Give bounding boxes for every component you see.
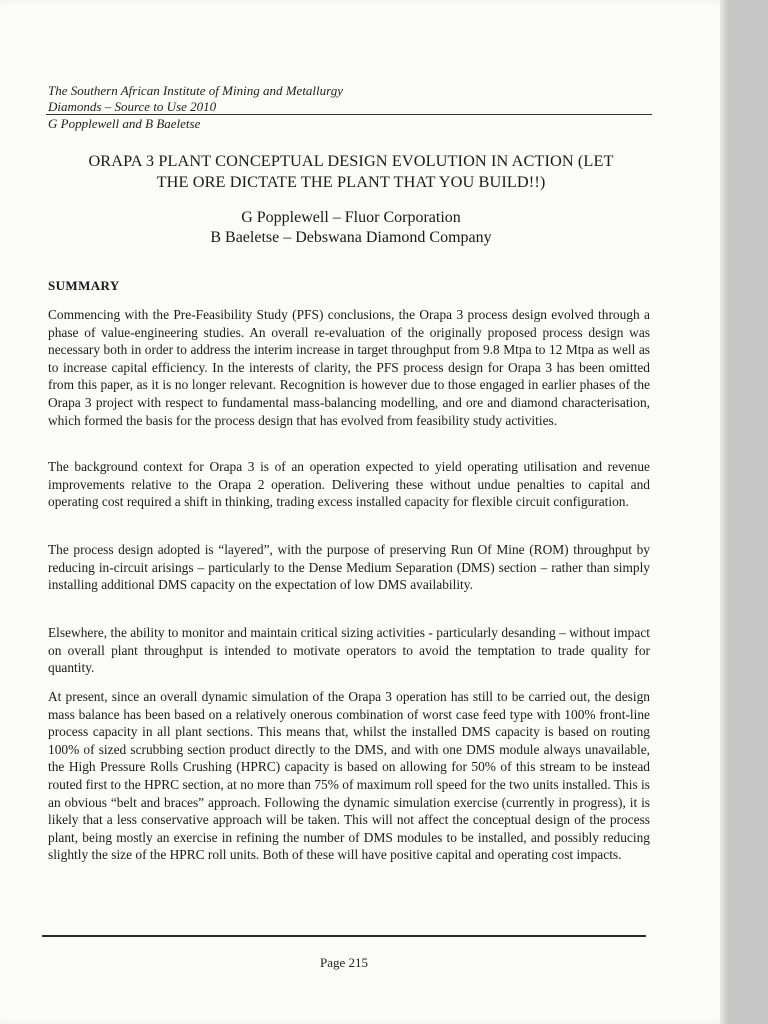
paper-title	[40, 150, 662, 192]
summary-paragraph-1: Commencing with the Pre-Feasibility Study (PFS) conclusions, the Orapa 3 process design evolved through a phase of value-engineering studies. An overall re-evaluation of the originally proposed process design was necessary both in order to address the interim increase in target throughput from 9.8 Mtpa to 12 Mtpa as well as to increase capital efficiency. In the interests of clarity, the PFS process design for Orapa 3 has been omitted from this paper, as it is no longer relevant. Recognition is however due to those engaged in earlier phases of the Orapa 3 project with respect to fundamental mass-balancing modelling, and ore and diamond characterisation, which formed the basis for the process design that has evolved from feasibility study activities.	[48, 307, 650, 428]
summary-paragraph-3: The process design adopted is “layered”, with the purpose of preserving Run Of Mine (ROM) throughput by reducing in-circuit arisings – particularly to the Dense Medium Separation (DMS) section – rather than simply installing additional DMS capacity on the expectation of low DMS availability.	[48, 542, 650, 593]
running-header	[48, 83, 343, 132]
header-authors: G Popplewell and B Baeletse	[48, 116, 201, 131]
author-2: B Baeletse – Debswana Diamond Company	[210, 229, 492, 246]
header-institute: The Southern African Institute of Mining and Metallurgy	[48, 83, 344, 98]
header-divider	[46, 114, 652, 115]
summary-paragraph-4: Elsewhere, the ability to monitor and maintain critical sizing activities - particularly desanding – without impact on overall plant throughput is intended to motivate operators to avoid the temptation to trade quality for quantity.	[48, 625, 650, 676]
summary-heading: SUMMARY	[48, 278, 120, 293]
summary-paragraph-5: At present, since an overall dynamic simulation of the Orapa 3 operation has still to be carried out, the design mass balance has been based on a relatively onerous combination of worst case feed type with 100% front-line process capacity in all plant sections. This means that, whilst the installed DMS capacity is based on routing 100% of sized scrubbing section product directly to the DMS, and with one DMS module always unavailable, the High Pressure Rolls Crushing (HPRC) capacity is based on allowing for 50% of this stream to be instead routed first to the HPRC section, at no more than 75% of maximum roll speed for the two units installed. This is an obvious “belt and braces” approach. Following the dynamic simulation exercise (currently in progress), it is likely that a less conservative approach will be taken. This will not affect the conceptual design of the process plant, being mostly an exercise in refining the number of DMS modules to be installed, and possibly reducing slightly the size of the HPRC roll units. Both of these will have positive capital and operating cost impacts.	[48, 689, 650, 863]
footer-divider	[42, 935, 646, 937]
summary-paragraph-2: The background context for Orapa 3 is of an operation expected to yield operating utilisation and revenue improvements relative to the Orapa 2 operation. Delivering these without undue penalties to capital and operating cost required a shift in thinking, trading excess installed capacity for flexible circuit configuration.	[48, 459, 650, 510]
author-block	[40, 208, 662, 248]
page-number: Page 215	[319, 955, 369, 970]
author-1: G Popplewell – Fluor Corporation	[241, 209, 461, 226]
header-conference: Diamonds – Source to Use 2010	[48, 99, 217, 114]
paper-title-line-1: ORAPA 3 PLANT CONCEPTUAL DESIGN EVOLUTION IN ACTION (LET	[88, 151, 614, 170]
scan-background-strip	[728, 0, 768, 1024]
paper-title-line-2: THE ORE DICTATE THE PLANT THAT YOU BUILD!!)	[156, 172, 546, 191]
page-edge-shadow	[720, 0, 728, 1024]
